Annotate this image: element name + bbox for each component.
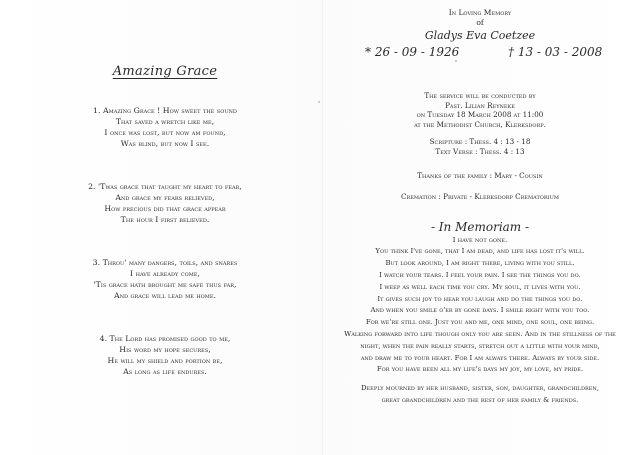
paper-speck (455, 60, 457, 62)
memoriam-poem (330, 235, 630, 377)
page-fold (322, 0, 323, 455)
verse-line: I once was lost, but now am found, (104, 128, 226, 137)
poem-line: night, when the pain really starts, stretch out a little with your mind, (360, 341, 600, 350)
verse-line: 4. The Lord has promised good to me, (99, 334, 231, 343)
hymn-verse (40, 181, 290, 225)
poem-line: I weep as well each time you cry. My soul, it lives with you. (379, 282, 581, 291)
poem-line: It gives such joy to hear you laugh and do the things you do. (377, 294, 583, 303)
hymn-title: Amazing Grace (112, 64, 218, 79)
family-thanks: Thanks of the family : Mary - Cousin (417, 170, 543, 180)
mourned-line: great grandchildren and the rest of her family & friends. (381, 395, 579, 404)
verse-line: 'Tis grace hath brought me safe thus far, (93, 280, 237, 289)
memorial-panel (330, 8, 630, 407)
verse-line: I have already come, (130, 269, 200, 278)
poem-line: You think I've gone, that I am dead, and life has lost it's will. (375, 247, 585, 256)
life-dates (330, 45, 630, 63)
verse-line: His word my hope secures, (119, 345, 211, 354)
birth-date: * 26 - 09 - 1926 (365, 45, 460, 59)
deceased-name: Gladys Eva Coetzee (424, 29, 536, 42)
service-line: at the Methodist Church, Klerksdorp. (414, 119, 546, 129)
verse-line: And grace my fears relieved, (115, 193, 215, 202)
poem-line: And when you smile o'er by gone days. I smile right with you too. (370, 306, 590, 315)
text-verse-reference: Text Verse : Thess. 4 : 13 (435, 146, 525, 156)
verse-line: 2. 'Twas grace that taught my heart to fear, (88, 182, 242, 191)
of-label: of (476, 18, 484, 27)
service-details (330, 91, 630, 157)
mourned-line: Deeply mourned by her husband, sister, son, daughter, grandchildren, (361, 384, 599, 393)
poem-line: For we're still one. Just you and me, one mind, one soul, one being. (365, 318, 595, 327)
verse-line: And grace will lead me home. (113, 291, 217, 300)
hymn-verse (40, 333, 290, 377)
verse-line: As long as life endures. (123, 367, 207, 376)
poem-line: and draw me to your heart. For I am always there. Always by your side. (360, 353, 600, 362)
hymn-panel (40, 64, 290, 409)
poem-line: For you have been all my life's days my joy, my love, my pride. (376, 365, 584, 374)
poem-line: I watch your tears. I feel your pain. I see the things you do. (379, 270, 581, 279)
hymn-verse (40, 257, 290, 301)
verse-line: He will my shield and portion be, (107, 356, 223, 365)
service-line: on Tuesday 18 March 2008 at 11:00 (416, 110, 544, 120)
verse-line: 3. Throu' many dangers, toils, and snares (92, 258, 238, 267)
verse-line: How precious did that grace appear (104, 204, 226, 213)
paper-speck (318, 101, 320, 103)
poem-line: But look around, I am right there, living with you still. (385, 259, 575, 268)
verse-line: Was blind, but now I see. (120, 139, 210, 148)
death-date: † 13 - 03 - 2008 (508, 45, 603, 59)
cremation-details: Cremation : Private - Klerksdorp Crematorium (401, 191, 559, 201)
memory-heading: In Loving Memory (448, 8, 512, 17)
service-line: The service will be conducted by (424, 91, 536, 100)
verse-line: The hour I first believed. (120, 215, 210, 224)
hymn-verse (40, 105, 290, 149)
mourners-note (330, 383, 630, 407)
service-line: Past. Lilian Reyneke (445, 100, 515, 110)
poem-line: I have not gone. (452, 235, 508, 244)
verse-line: 1. Amazing Grace ! How sweet the sound (93, 106, 237, 115)
verse-line: That saved a wretch like me, (115, 117, 215, 126)
poem-line: Walking forward into life though only you are seen. And in the stillness of the (344, 329, 616, 338)
scripture-reference: Scripture : Thess. 4 : 13 - 18 (429, 137, 531, 147)
memoriam-title: - In Memoriam - (430, 219, 530, 234)
